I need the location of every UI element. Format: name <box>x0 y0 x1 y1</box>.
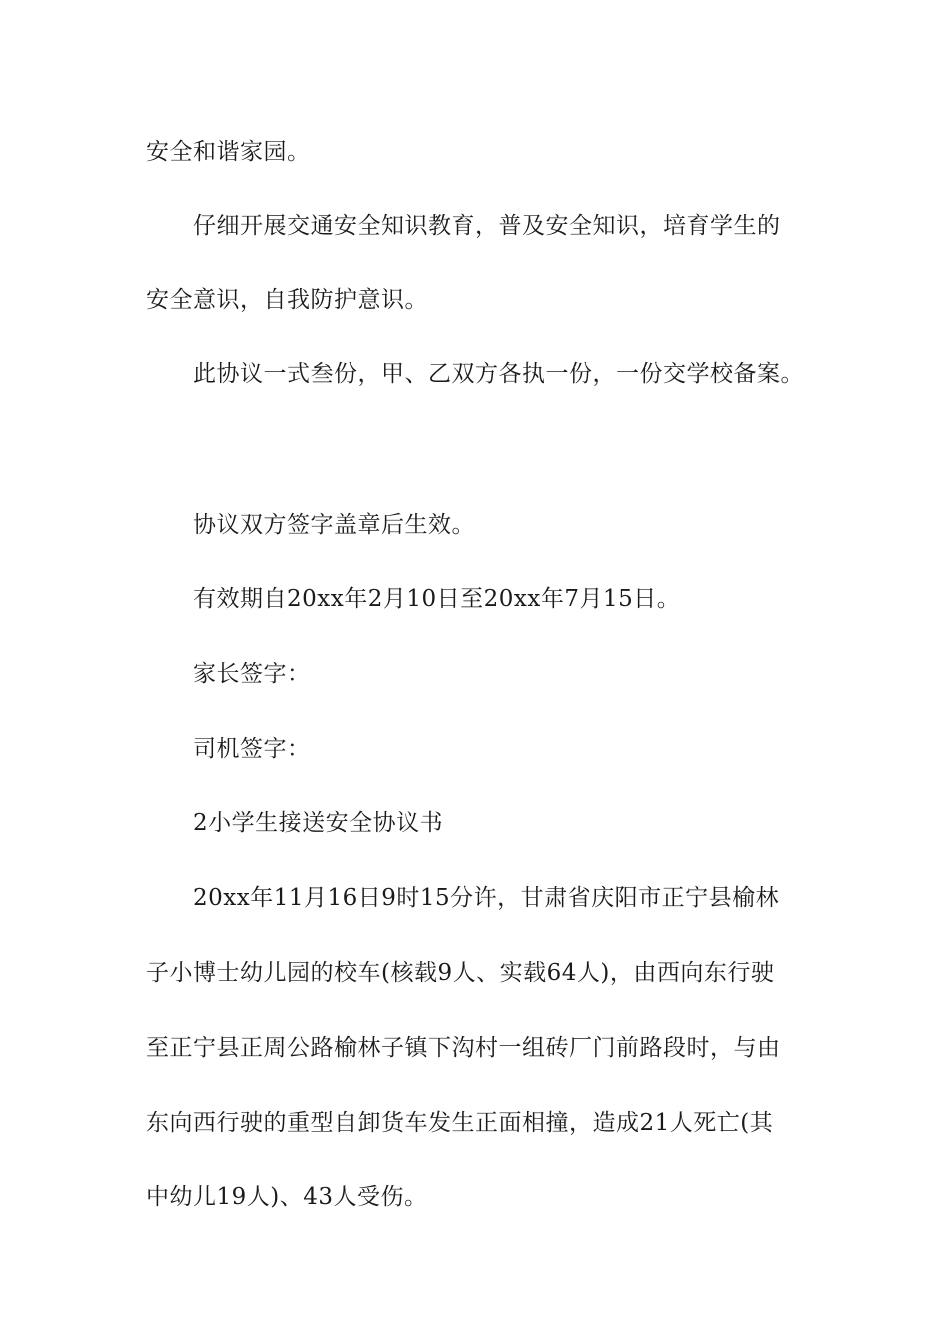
text-line: 子小博士幼儿园的校车(核载9人、实载64人)，由西向东行驶 <box>146 960 775 986</box>
text-line: 至正宁县正周公路榆林子镇下沟村一组砖厂门前路段时，与由 <box>146 1035 781 1061</box>
text-line: 东向西行驶的重型自卸货车发生正面相撞，造成21人死亡(其 <box>146 1110 774 1136</box>
text-line: 中幼儿19人)、43人受伤。 <box>146 1184 428 1210</box>
text-line: 20xx年11月16日9时15分许，甘肃省庆阳市正宁县榆林 <box>193 885 780 911</box>
text-line: 此协议一式叁份，甲、乙双方各执一份，一份交学校备案。 <box>193 361 804 387</box>
text-line: 有效期自20xx年2月10日至20xx年7月15日。 <box>193 586 681 612</box>
text-line: 协议双方签字盖章后生效。 <box>193 512 475 538</box>
section-heading: 2小学生接送安全协议书 <box>193 810 444 836</box>
text-line: 安全和谐家园。 <box>146 139 311 165</box>
text-line: 安全意识，自我防护意识。 <box>146 287 428 313</box>
text-line: 家长签字： <box>193 661 311 687</box>
text-line: 仔细开展交通安全知识教育，普及安全知识，培育学生的 <box>193 213 781 239</box>
text-line: 司机签字： <box>193 736 311 762</box>
